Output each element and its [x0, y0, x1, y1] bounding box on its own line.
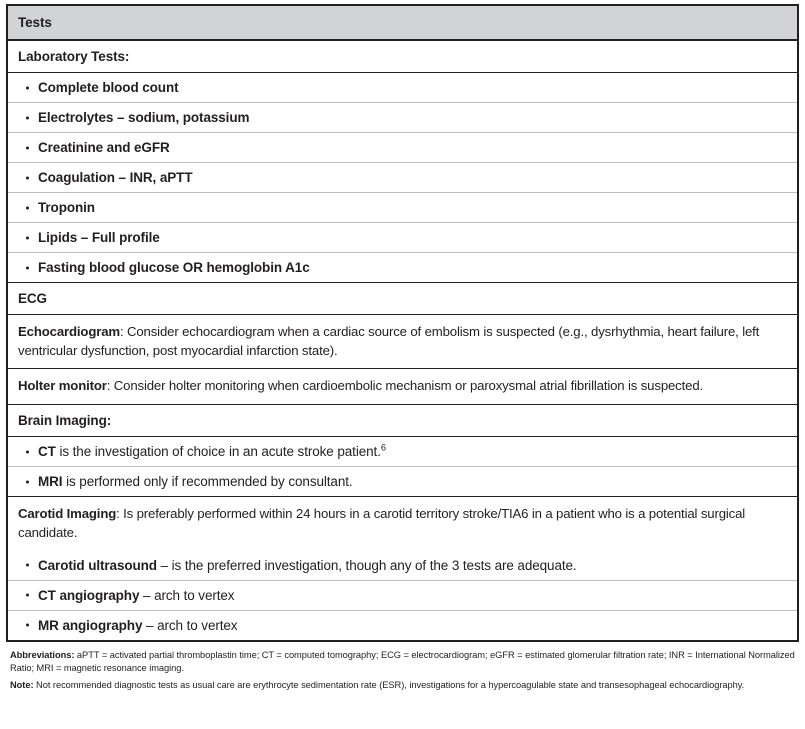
paragraph-row	[8, 496, 797, 550]
bullet-icon	[26, 624, 29, 627]
section-label-row: Brain Imaging:	[8, 404, 797, 437]
list-item-label: Electrolytes – sodium, potassium	[38, 110, 250, 125]
list-item-label: Complete blood count	[38, 80, 179, 95]
paragraph-row	[8, 368, 797, 404]
list-item-label: Fasting blood glucose OR hemoglobin A1c	[38, 260, 310, 275]
paragraph-term: Holter monitor	[18, 378, 107, 394]
footnote-label: Abbreviations:	[10, 649, 75, 660]
footnote	[10, 679, 795, 692]
tests-table	[6, 4, 799, 642]
paragraph-text: Consider holter monitoring when cardioembolic mechanism or paroxysmal atrial fibrillation is suspected.	[110, 378, 704, 394]
list-item	[8, 467, 797, 496]
list-item-term: MR angiography	[38, 617, 143, 633]
bullet-icon	[26, 206, 29, 209]
list-item-label: Lipids – Full profile	[38, 230, 160, 245]
list-item-description: – arch to vertex	[142, 617, 238, 633]
footnote-text: Not recommended diagnostic tests as usual care are erythrocyte sedimentation rate (ESR), investigations for a hypercoagulable state and transesophageal echocardiography.	[33, 680, 745, 691]
list-item-term: MRI	[38, 474, 63, 490]
paragraph-term-suffix: :	[116, 506, 120, 522]
list-item	[8, 581, 797, 611]
footnote	[10, 649, 795, 675]
table-body	[8, 41, 797, 640]
list-item	[8, 223, 797, 253]
bullet-icon	[26, 86, 29, 89]
list-item	[8, 611, 797, 640]
list-item	[8, 73, 797, 103]
paragraph-term: Echocardiogram	[18, 324, 120, 339]
bullet-icon	[26, 450, 29, 453]
paragraph-text: Is preferably performed within 24 hours in a carotid territory stroke/TIA6 in a patient who is a potential surgical candidate.	[18, 506, 746, 540]
reference-superscript: 6	[380, 442, 386, 453]
list-item-label: Troponin	[38, 200, 95, 215]
bullet-icon	[26, 146, 29, 149]
list-item-description: is the investigation of choice in an acute stroke patient.	[55, 444, 381, 460]
list-item-description: – arch to vertex	[139, 587, 235, 603]
list-item	[8, 551, 797, 581]
list-item	[8, 133, 797, 163]
bullet-icon	[26, 480, 29, 483]
bullet-icon	[26, 564, 29, 567]
list-item-term: Carotid ultrasound	[38, 557, 157, 573]
footnotes-block	[6, 642, 799, 693]
list-item-term: CT angiography	[38, 587, 140, 603]
bullet-icon	[26, 594, 29, 597]
list-item	[8, 253, 797, 282]
list-item-label: Creatinine and eGFR	[38, 140, 170, 155]
paragraph-term-suffix: :	[106, 378, 111, 394]
paragraph-term-suffix: :	[119, 324, 124, 339]
paragraph-text: Consider echocardiogram when a cardiac source of embolism is suspected (e.g., dysrhythmia, heart failure, left ventricular dysfunction, post myocardial infarction state).	[18, 324, 760, 358]
list-item	[8, 103, 797, 133]
list-item-term: CT	[38, 444, 56, 460]
section-label-row: Laboratory Tests:	[8, 41, 797, 73]
paragraph-term: Carotid Imaging	[18, 506, 117, 522]
bullet-icon	[26, 266, 29, 269]
bullet-icon	[26, 176, 29, 179]
bullet-icon	[26, 116, 29, 119]
list-item-description: – is the preferred investigation, though any of the 3 tests are adequate.	[156, 557, 577, 573]
paragraph-row	[8, 315, 797, 368]
bullet-icon	[26, 236, 29, 239]
table-header-tests: Tests	[8, 6, 797, 41]
section-label-row: ECG	[8, 282, 797, 315]
list-item	[8, 163, 797, 193]
footnote-text: aPTT = activated partial thromboplastin time; CT = computed tomography; ECG = electrocardiogram; eGFR = estimated glomerular filtration rate; INR = International Normalized Ratio; MRI = magnetic resonance imaging.	[10, 649, 795, 673]
list-item-label: Coagulation – INR, aPTT	[38, 170, 193, 185]
list-item-description: is performed only if recommended by consultant.	[62, 474, 353, 490]
list-item	[8, 193, 797, 223]
list-item	[8, 437, 797, 467]
footnote-label: Note:	[10, 680, 34, 691]
